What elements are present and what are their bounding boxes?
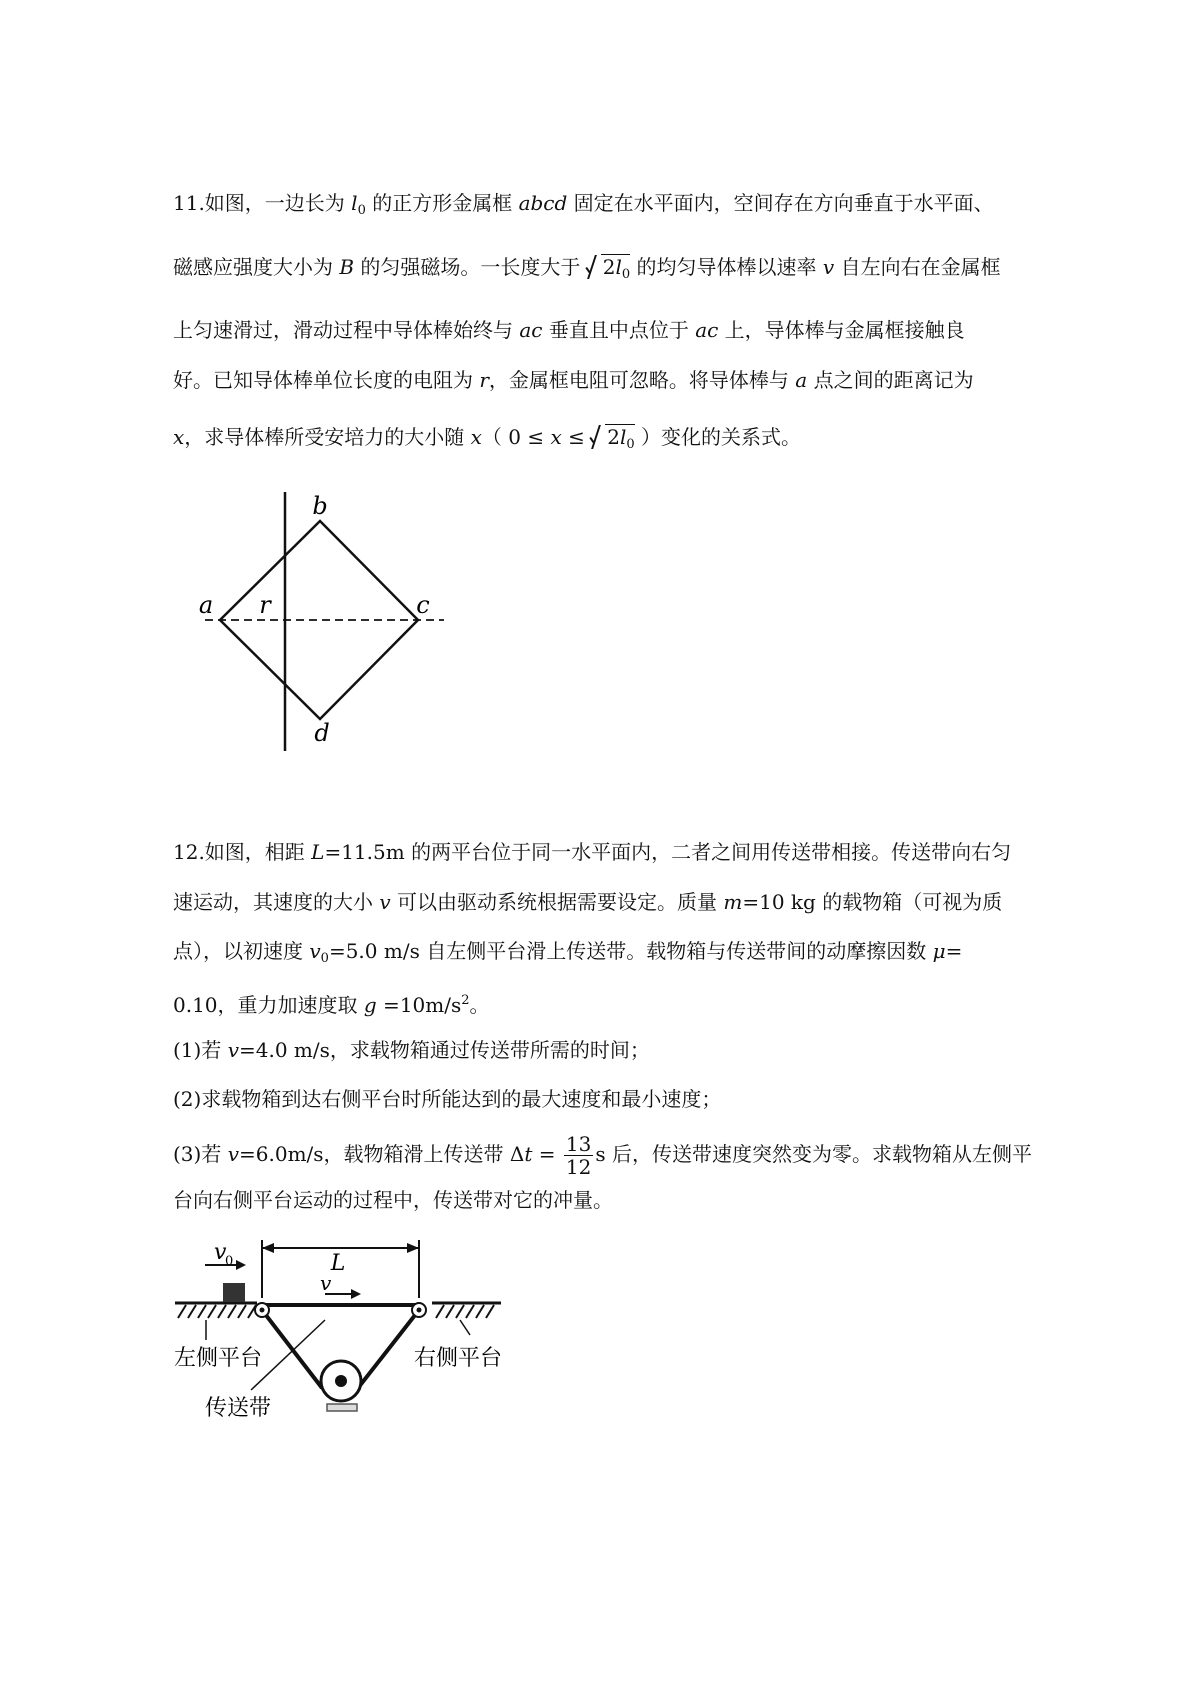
q12-text: =5.0 m/s 自左侧平台滑上传送带。载物箱与传送带间的动摩擦因数: [328, 939, 933, 963]
sqrt-radicand: 2: [602, 255, 616, 279]
q12-var-v: v: [227, 1038, 239, 1062]
q11-sub: 0: [357, 203, 366, 218]
label-L: L: [330, 1251, 346, 1276]
label-r: r: [259, 591, 271, 619]
L-arrow-right: [407, 1243, 419, 1253]
q12-text: =4.0 m/s，求载物箱通过传送带所需的时间；: [239, 1038, 650, 1062]
q11-text: 点之间的距离记为: [807, 368, 974, 392]
right-platform: [432, 1303, 501, 1318]
drive-wheel-hub: [335, 1375, 347, 1387]
q11-var-v: v: [822, 255, 835, 279]
fraction-numerator: 13: [565, 1132, 592, 1156]
q11-var-abcd: abcd: [518, 191, 568, 215]
q11-var-x: x: [550, 425, 562, 449]
q11-var-a: a: [795, 368, 808, 392]
q12-var-m: m: [723, 890, 743, 914]
left-platform: [175, 1303, 257, 1318]
q11-text: 上，导体棒与金属框接触良: [718, 318, 965, 342]
label-left-platform: 左侧平台: [174, 1346, 263, 1371]
q12-var-t: t: [524, 1142, 533, 1166]
right-platform-leader: [460, 1320, 470, 1335]
q11-var-l: l: [351, 191, 358, 215]
q11-var-x: x: [173, 425, 185, 449]
q11-text: ，求导体棒所受安培力的大小随: [184, 425, 471, 449]
label-b: b: [312, 492, 328, 520]
sqrt-radicand: 2: [607, 425, 620, 449]
q12-text: 。: [469, 993, 490, 1017]
q11-text: ≤: [561, 425, 592, 449]
q11-text: 上匀速滑过，滑动过程中导体棒始终与: [173, 318, 520, 342]
belt-right-diagonal: [358, 1310, 419, 1388]
label-d: d: [314, 719, 330, 747]
q12-text: 台向右侧平台运动的过程中，传送带对它的冲量。: [173, 1188, 613, 1212]
q11-text: ）变化的关系式。: [634, 425, 802, 449]
q11-text: 11.如图，一边长为: [173, 191, 352, 215]
q12-var-L: L: [311, 840, 325, 864]
q11-text: 磁感应强度大小为: [173, 255, 340, 279]
q12-text: =6.0m/s，载物箱滑上传送带 Δ: [239, 1142, 525, 1166]
q11-sub: 0: [626, 437, 635, 452]
label-a: a: [198, 591, 214, 619]
q11-sub: 0: [621, 267, 631, 282]
label-v: v: [320, 1271, 332, 1295]
q12-text: s 后，传送带速度突然变为零。求载物箱从左侧平: [595, 1142, 1032, 1166]
q12-text: =10m/s: [376, 993, 462, 1017]
v-arrow-head: [351, 1289, 361, 1299]
drive-base: [327, 1404, 357, 1411]
q11-var-ac: ac: [519, 318, 543, 342]
L-arrow-left: [262, 1243, 274, 1253]
q11-var-l: l: [615, 255, 622, 279]
label-right-platform: 右侧平台: [414, 1346, 503, 1371]
q12-var-mu: μ: [932, 939, 946, 963]
q11-text: 的正方形金属框: [365, 191, 519, 215]
q12-text: (3)若: [173, 1142, 228, 1166]
q12-var-v0: v: [309, 939, 321, 963]
q12-text: =11.5m 的两平台位于同一水平面内，二者之间用传送带相接。传送带向右匀: [324, 840, 1012, 864]
label-v0: v: [214, 1240, 227, 1265]
q11-text: 的均匀导体棒以速率: [630, 255, 823, 279]
q11-var-x: x: [470, 425, 482, 449]
q11-var-ac: ac: [695, 318, 719, 342]
q11-text: 垂直且中点位于: [542, 318, 696, 342]
q12-text: 速运动，其速度的大小: [173, 890, 380, 914]
q12-var-v: v: [227, 1142, 239, 1166]
q11-var-r: r: [479, 368, 489, 392]
q12-text: (1)若: [173, 1038, 228, 1062]
q12-var-v: v: [379, 890, 391, 914]
right-pulley-hub: [417, 1308, 422, 1313]
q12-text: =: [532, 1142, 562, 1166]
q12-text: 12.如图，相距: [173, 840, 312, 864]
q11-var-l: l: [619, 425, 627, 449]
q11-var-B: B: [339, 255, 355, 279]
q11-text: 固定在水平面内，空间存在方向垂直于水平面、: [567, 191, 994, 215]
q11-text: ，金属框电阻可忽略。将导体棒与: [488, 368, 796, 392]
left-pulley-hub: [260, 1308, 265, 1313]
v0-arrow-head: [236, 1260, 246, 1270]
label-c: c: [416, 591, 430, 619]
label-conveyor-belt: 传送带: [205, 1396, 272, 1421]
label-v0-sub: 0: [225, 1254, 234, 1269]
q12-text: =10 kg 的载物箱（可视为质: [742, 890, 1003, 914]
fraction-denominator: 12: [565, 1155, 592, 1179]
q11-text: （ 0 ≤: [481, 425, 551, 449]
q11-text: 的匀强磁场。一长度大于: [354, 255, 587, 279]
q12-text: 0.10，重力加速度取: [173, 993, 364, 1017]
q11-text: 好。已知导体棒单位长度的电阻为: [173, 368, 480, 392]
belt-left-diagonal: [262, 1310, 322, 1388]
q12-text: 点），以初速度: [173, 939, 310, 963]
q12-sub: 0: [320, 951, 329, 966]
cargo-box: [223, 1283, 245, 1302]
q12-text: (2)求载物箱到达右侧平台时所能达到的最大速度和最小速度；: [173, 1087, 722, 1111]
q11-text: 自左向右在金属框: [834, 255, 1001, 279]
q12-var-g: g: [363, 993, 377, 1017]
q12-text: 可以由驱动系统根据需要设定。质量: [390, 890, 724, 914]
q12-text: =: [945, 939, 963, 963]
q12-sup: 2: [461, 993, 470, 1008]
